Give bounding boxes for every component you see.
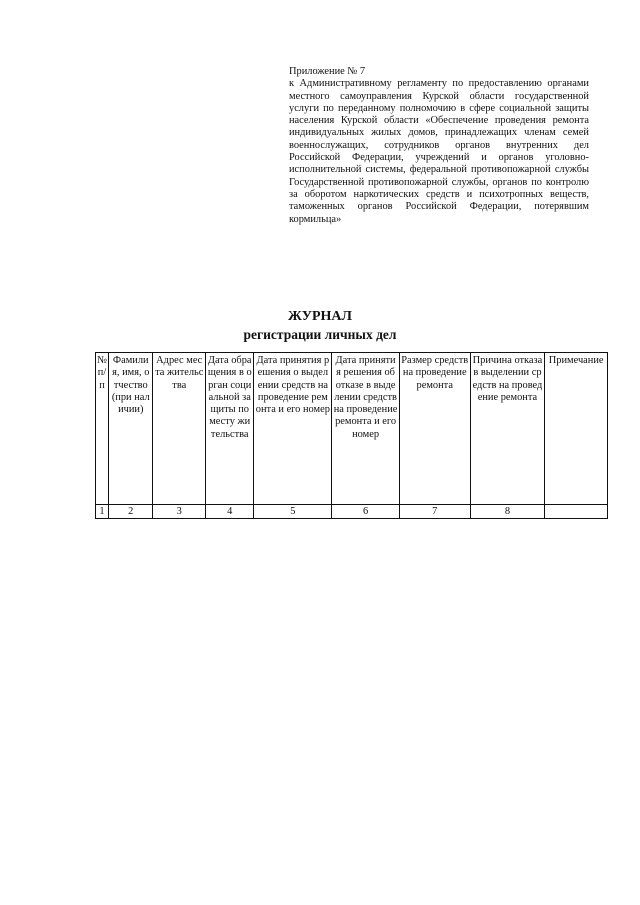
column-number-cell: 5: [254, 505, 332, 519]
header-cell-number: № п/п: [96, 353, 109, 505]
journal-title: [0, 308, 640, 344]
column-number-cell: 8: [470, 505, 545, 519]
appendix-text: к Административному регламенту по предоставлению органами местного самоуправления Курской области государственной услуги по переданному полномочию в сфере социальной защиты населения Курской области «Обеспечение проведения ремонта индивидуальных жилых домов, принадлежащих членам семей военнослужащих, сотрудников органов внутренних дел Российской Федерации, учреждений и органов уголовно-исполнительной системы, федеральной противопожарной службы Государственной противопожарной службы, органов по контролю за оборотом наркотических средств и психотропных веществ, таможенных органов Российской Федерации, потерявшим кормильца»: [289, 78, 589, 225]
header-cell-repair-amount: Размер средств на проведение ремонта: [399, 353, 470, 505]
title-line-1: ЖУРНАЛ: [288, 309, 352, 324]
column-number-cell: 1: [96, 505, 109, 519]
appendix-label: Приложение № 7: [289, 66, 366, 77]
column-number-cell: 3: [153, 505, 206, 519]
journal-table: [95, 352, 608, 519]
title-line-2: регистрации личных дел: [243, 327, 397, 342]
table-number-row: [96, 505, 608, 519]
header-cell-application-date: Дата обращения в орган социальной защиты по месту жительства: [206, 353, 254, 505]
header-cell-approval-decision: Дата принятия решения о выделении средств на проведение ремонта и его номер: [254, 353, 332, 505]
header-cell-full-name: Фамилия, имя, отчество (при наличии): [109, 353, 153, 505]
header-cell-refusal-decision: Дата принятия решения об отказе в выделении средств на проведение ремонта и его номер: [332, 353, 400, 505]
column-number-cell: 2: [109, 505, 153, 519]
column-number-cell: 7: [399, 505, 470, 519]
header-cell-refusal-reason: Причина отказа в выделении средств на проведение ремонта: [470, 353, 545, 505]
column-number-cell: [545, 505, 608, 519]
header-cell-address: Адрес места жительства: [153, 353, 206, 505]
table-header-row: [96, 353, 608, 505]
column-number-cell: 4: [206, 505, 254, 519]
column-number-cell: 6: [332, 505, 400, 519]
appendix-block: [289, 66, 589, 226]
header-cell-note: Примечание: [545, 353, 608, 505]
